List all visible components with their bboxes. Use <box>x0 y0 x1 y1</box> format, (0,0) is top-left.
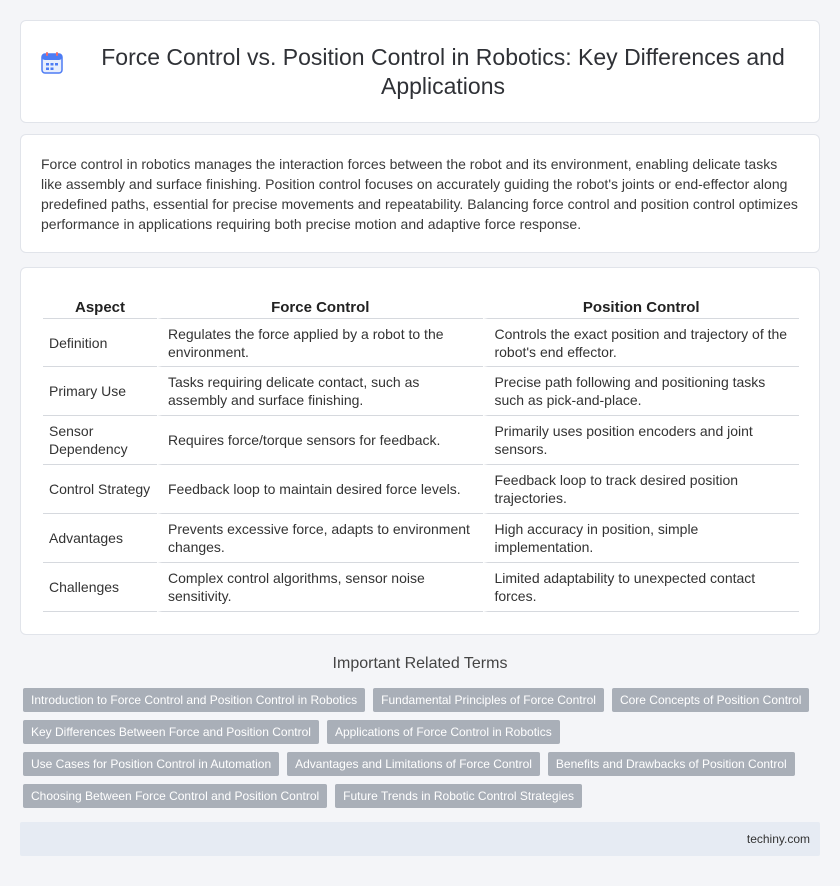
row-aspect: Primary Use <box>43 367 157 416</box>
row-aspect: Sensor Dependency <box>43 416 157 465</box>
table-row <box>43 416 799 465</box>
table-row <box>43 563 799 612</box>
row-position-control: Controls the exact position and trajectory of the robot's end effector. <box>483 318 799 367</box>
header-force-control: Force Control <box>271 299 370 316</box>
row-force-control: Feedback loop to maintain desired force levels. <box>157 465 483 514</box>
row-position-control: Limited adaptability to unexpected contact forces. <box>483 563 799 612</box>
row-force-control: Requires force/torque sensors for feedback. <box>157 416 483 465</box>
summary-text: Force control in robotics manages the interaction forces between the robot and its environment, enabling delicate tasks like assembly and surface finishing. Position control focuses on accurately guiding the robot's joints or end-effector along predefined paths, essential for precise movements and repeatability. Balancing force control and position control optimizes performance in applications requiring both precise motion and adaptive force response. <box>41 156 798 232</box>
table-row <box>43 367 799 416</box>
row-position-control: High accuracy in position, simple implementation. <box>483 514 799 563</box>
related-term-link[interactable]: Key Differences Between Force and Position Control <box>23 720 319 744</box>
related-term-link[interactable]: Applications of Force Control in Robotics <box>327 720 560 744</box>
calendar-icon <box>41 52 63 74</box>
comparison-table-card <box>20 267 820 635</box>
related-term-link[interactable]: Use Cases for Position Control in Automation <box>23 752 279 776</box>
related-term-link[interactable]: Introduction to Force Control and Position Control in Robotics <box>23 688 365 712</box>
table-header-row <box>43 294 799 318</box>
row-force-control: Prevents excessive force, adapts to environment changes. <box>157 514 483 563</box>
footer <box>20 822 820 856</box>
header-aspect: Aspect <box>74 299 126 316</box>
related-term-link[interactable]: Advantages and Limitations of Force Control <box>287 752 540 776</box>
row-force-control: Regulates the force applied by a robot to the environment. <box>157 318 483 367</box>
related-term-link[interactable]: Future Trends in Robotic Control Strategies <box>335 784 582 808</box>
row-position-control: Precise path following and positioning tasks such as pick-and-place. <box>483 367 799 416</box>
related-term-link[interactable]: Fundamental Principles of Force Control <box>373 688 604 712</box>
table-row <box>43 465 799 514</box>
title-card <box>20 20 820 123</box>
row-position-control: Primarily uses position encoders and joint sensors. <box>483 416 799 465</box>
page-title: Force Control vs. Position Control in Robotics: Key Differences and Applications <box>101 43 785 99</box>
related-terms-list <box>23 688 823 808</box>
row-force-control: Tasks requiring delicate contact, such as assembly and surface finishing. <box>157 367 483 416</box>
related-term-link[interactable]: Benefits and Drawbacks of Position Control <box>548 752 795 776</box>
related-term-link[interactable]: Core Concepts of Position Control <box>612 688 809 712</box>
row-aspect: Challenges <box>43 563 157 612</box>
table-row <box>43 514 799 563</box>
comparison-table <box>43 294 799 612</box>
related-terms-heading: Important Related Terms <box>332 655 508 672</box>
row-aspect: Control Strategy <box>43 465 157 514</box>
row-force-control: Complex control algorithms, sensor noise sensitivity. <box>157 563 483 612</box>
header-position-control: Position Control <box>582 299 700 316</box>
footer-site-link[interactable]: techiny.com <box>746 832 810 846</box>
row-aspect: Advantages <box>43 514 157 563</box>
row-aspect: Definition <box>43 318 157 367</box>
row-position-control: Feedback loop to track desired position trajectories. <box>483 465 799 514</box>
table-row <box>43 318 799 367</box>
related-term-link[interactable]: Choosing Between Force Control and Position Control <box>23 784 327 808</box>
summary-card <box>20 134 820 253</box>
